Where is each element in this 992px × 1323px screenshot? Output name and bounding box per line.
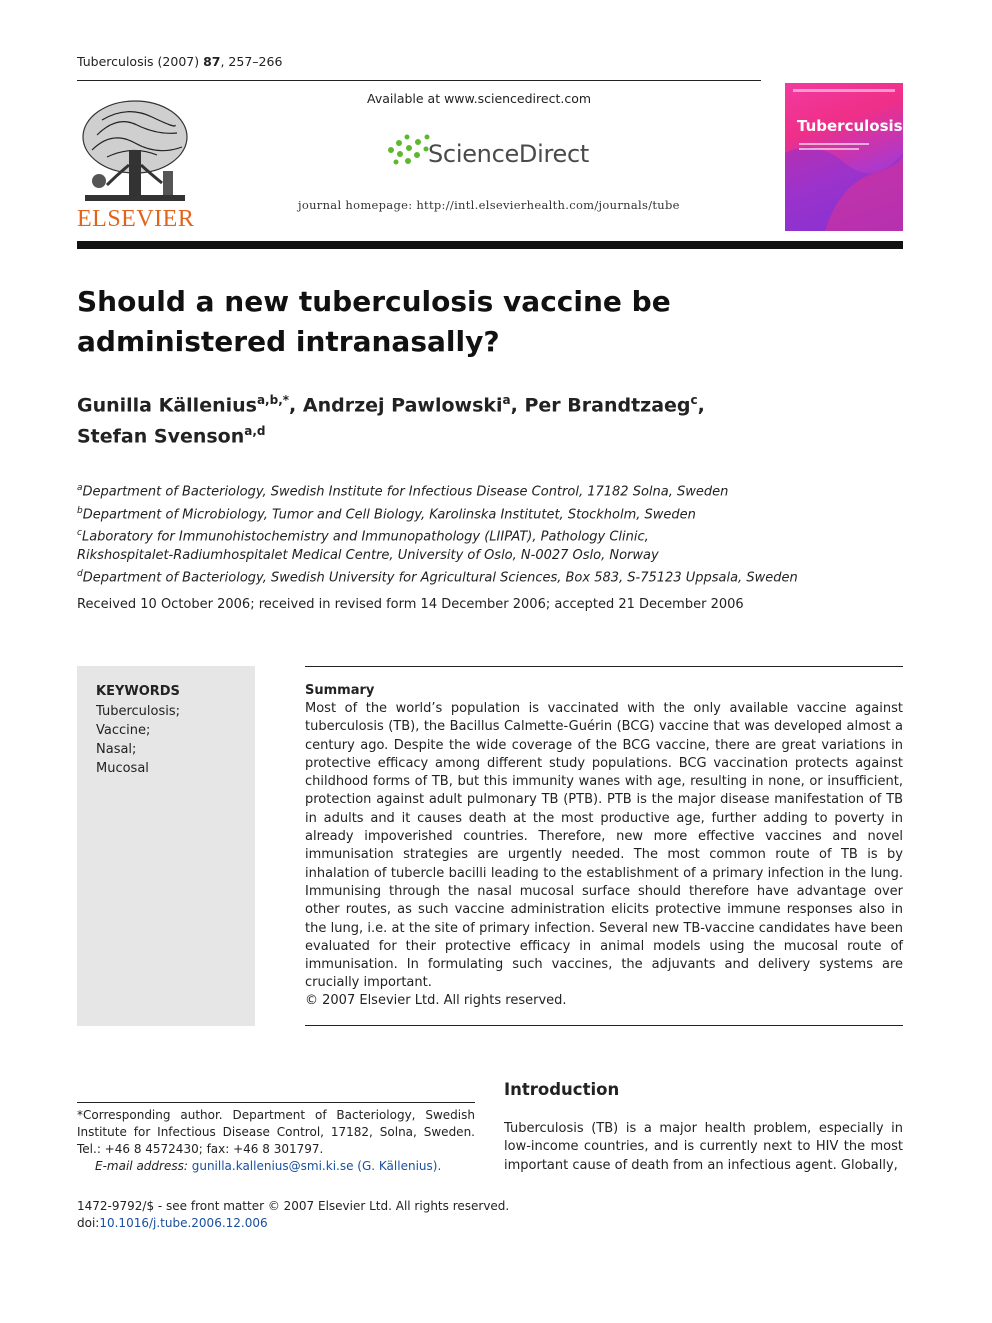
abstract-rule-top: [305, 666, 903, 667]
doi-line: [77, 1215, 509, 1232]
email-label: E-mail address:: [95, 1159, 188, 1173]
affiliation-text: Rikshospitalet-Radiumhospitalet Medical Centre, University of Oslo, N-0027 Oslo, Norway: [77, 547, 659, 563]
author-affil-sup[interactable]: a,d: [244, 424, 266, 439]
email-line: [77, 1158, 475, 1175]
front-matter-info: [77, 1198, 509, 1232]
author-affil-sup[interactable]: a: [502, 393, 511, 407]
keyword-item: Tuberculosis;: [96, 704, 181, 719]
summary-copyright: © 2007 Elsevier Ltd. All rights reserved.: [305, 993, 567, 1008]
affiliation-sup: c: [77, 528, 82, 539]
affiliation-text: Department of Microbiology, Tumor and Cell Biology, Karolinska Institutet, Stockholm, Sweden: [82, 506, 696, 522]
header-rule: [77, 80, 761, 81]
introduction-text: Tuberculosis (TB) is a major health problem, especially in low-income countries, and is currently next to HIV the most important cause of death from an infectious agent. Globally,: [504, 1121, 903, 1173]
affiliation-sup: b: [77, 505, 83, 516]
journal-citation: [77, 54, 282, 69]
affiliation-line: [77, 479, 877, 502]
author-separator: ,: [510, 394, 525, 417]
cover-art-icon: [785, 83, 903, 231]
author-affil-sup[interactable]: a,b,*: [256, 393, 290, 407]
author-name: Gunilla Källenius: [77, 394, 257, 417]
doi-prefix: doi:: [77, 1216, 100, 1230]
abstract-rule-bottom: [305, 1025, 903, 1026]
author-separator: ,: [697, 394, 705, 417]
corresponding-author-text: *Corresponding author. Department of Bacteriology, Swedish Institute for Infectious Disease Control, 17182, Solna, Sweden. Tel.: +46 8 4572430; fax: +46 8 301797.: [77, 1108, 475, 1156]
author-separator: ,: [289, 394, 303, 417]
received-dates: Received 10 October 2006; received in revised form 14 December 2006; accepted 21 December 2006: [77, 597, 744, 612]
affiliations: [77, 479, 877, 588]
journal-homepage[interactable]: journal homepage: http://intl.elsevierhealth.com/journals/tube: [298, 198, 680, 212]
summary-text: Most of the world’s population is vaccinated with the only available vaccine against tuberculosis (TB), the Bacillus Calmette-Guérin (BCG) vaccine that was developed almost a century ago. Despite the wide coverage of the BCG vaccine, there are great variations in protective efficacy among different study populations. BCG vaccination protects against childhood forms of TB, but this immunity wanes with age, resulting in none, or insufficient, protection against adult pulmonary TB (PTB). PTB is the major disease manifestation of TB in adults and it causes death at the most productive age, further adding to poverty in already impoverished countries. Therefore, new more effective vaccines and novel immunisation strategies are urgently needed. The most common route of TB is by inhalation of tubercle bacilli leading to the establishment of a primary infection in the lung. Immunising through the nasal mucosal surface should therefore have advantage over other routes, as such vaccine administration elicits protective immune responses also in the lung, i.e. at the site of primary infection. Several new TB-vaccine candidates have been evaluated for their protective efficacy in animal models using the mucosal route of immunisation. In formulating such vaccines, the adjuvants and delivery systems are crucially important.: [305, 701, 903, 991]
summary-heading: Summary: [305, 683, 375, 698]
citation-volume: 87: [203, 54, 221, 69]
affiliation-line: [77, 565, 877, 588]
keywords-list: [96, 702, 180, 778]
elsevier-logo-text: ELSEVIER: [77, 206, 195, 232]
affiliation-text: Department of Bacteriology, Swedish University for Agricultural Sciences, Box 583, S-75123 Uppsala, Sweden: [82, 570, 798, 586]
author-name: Andrzej Pawlowski: [302, 394, 503, 417]
journal-cover: [785, 83, 903, 231]
introduction-heading: Introduction: [504, 1080, 620, 1099]
corresponding-footnote: [77, 1107, 475, 1175]
header-thick-rule: [77, 241, 903, 249]
affiliation-line: [77, 524, 877, 547]
elsevier-tree-icon: [77, 95, 193, 207]
available-at: Available at www.sciencedirect.com: [367, 91, 592, 106]
keyword-item: Mucosal: [96, 761, 149, 776]
citation-pages: , 257–266: [220, 54, 283, 69]
keyword-item: Nasal;: [96, 742, 137, 757]
affiliation-line: [77, 547, 877, 565]
affiliation-sup: d: [77, 569, 83, 580]
author-name: Per Brandtzaeg: [524, 394, 691, 417]
citation-prefix: Tuberculosis (2007): [77, 54, 204, 69]
affiliation-text: Laboratory for Immunohistochemistry and Immunopathology (LIIPAT), Pathology Clinic,: [81, 529, 649, 545]
issn-line: 1472-9792/$ - see front matter © 2007 Elsevier Ltd. All rights reserved.: [77, 1199, 510, 1213]
doi-link[interactable]: 10.1016/j.tube.2006.12.006: [99, 1216, 268, 1230]
author-name: Stefan Svenson: [77, 425, 245, 448]
cover-title: Tuberculosis: [797, 117, 903, 135]
email-link[interactable]: gunilla.kallenius@smi.ki.se (G. Källenius).: [191, 1159, 442, 1173]
affiliation-line: [77, 502, 877, 525]
article-title: Should a new tuberculosis vaccine be administered intranasally?: [77, 285, 671, 358]
author-affil-sup[interactable]: c: [690, 393, 698, 407]
affiliation-text: Department of Bacteriology, Swedish Institute for Infectious Disease Control, 17182 Solna, Sweden: [82, 484, 729, 500]
sciencedirect-logo-text: ScienceDirect: [428, 140, 589, 168]
keyword-item: Vaccine;: [96, 723, 151, 738]
keywords-heading: KEYWORDS: [96, 684, 180, 699]
author-list: [77, 387, 837, 450]
affiliation-sup: a: [77, 483, 83, 493]
footnote-rule: [77, 1102, 475, 1103]
